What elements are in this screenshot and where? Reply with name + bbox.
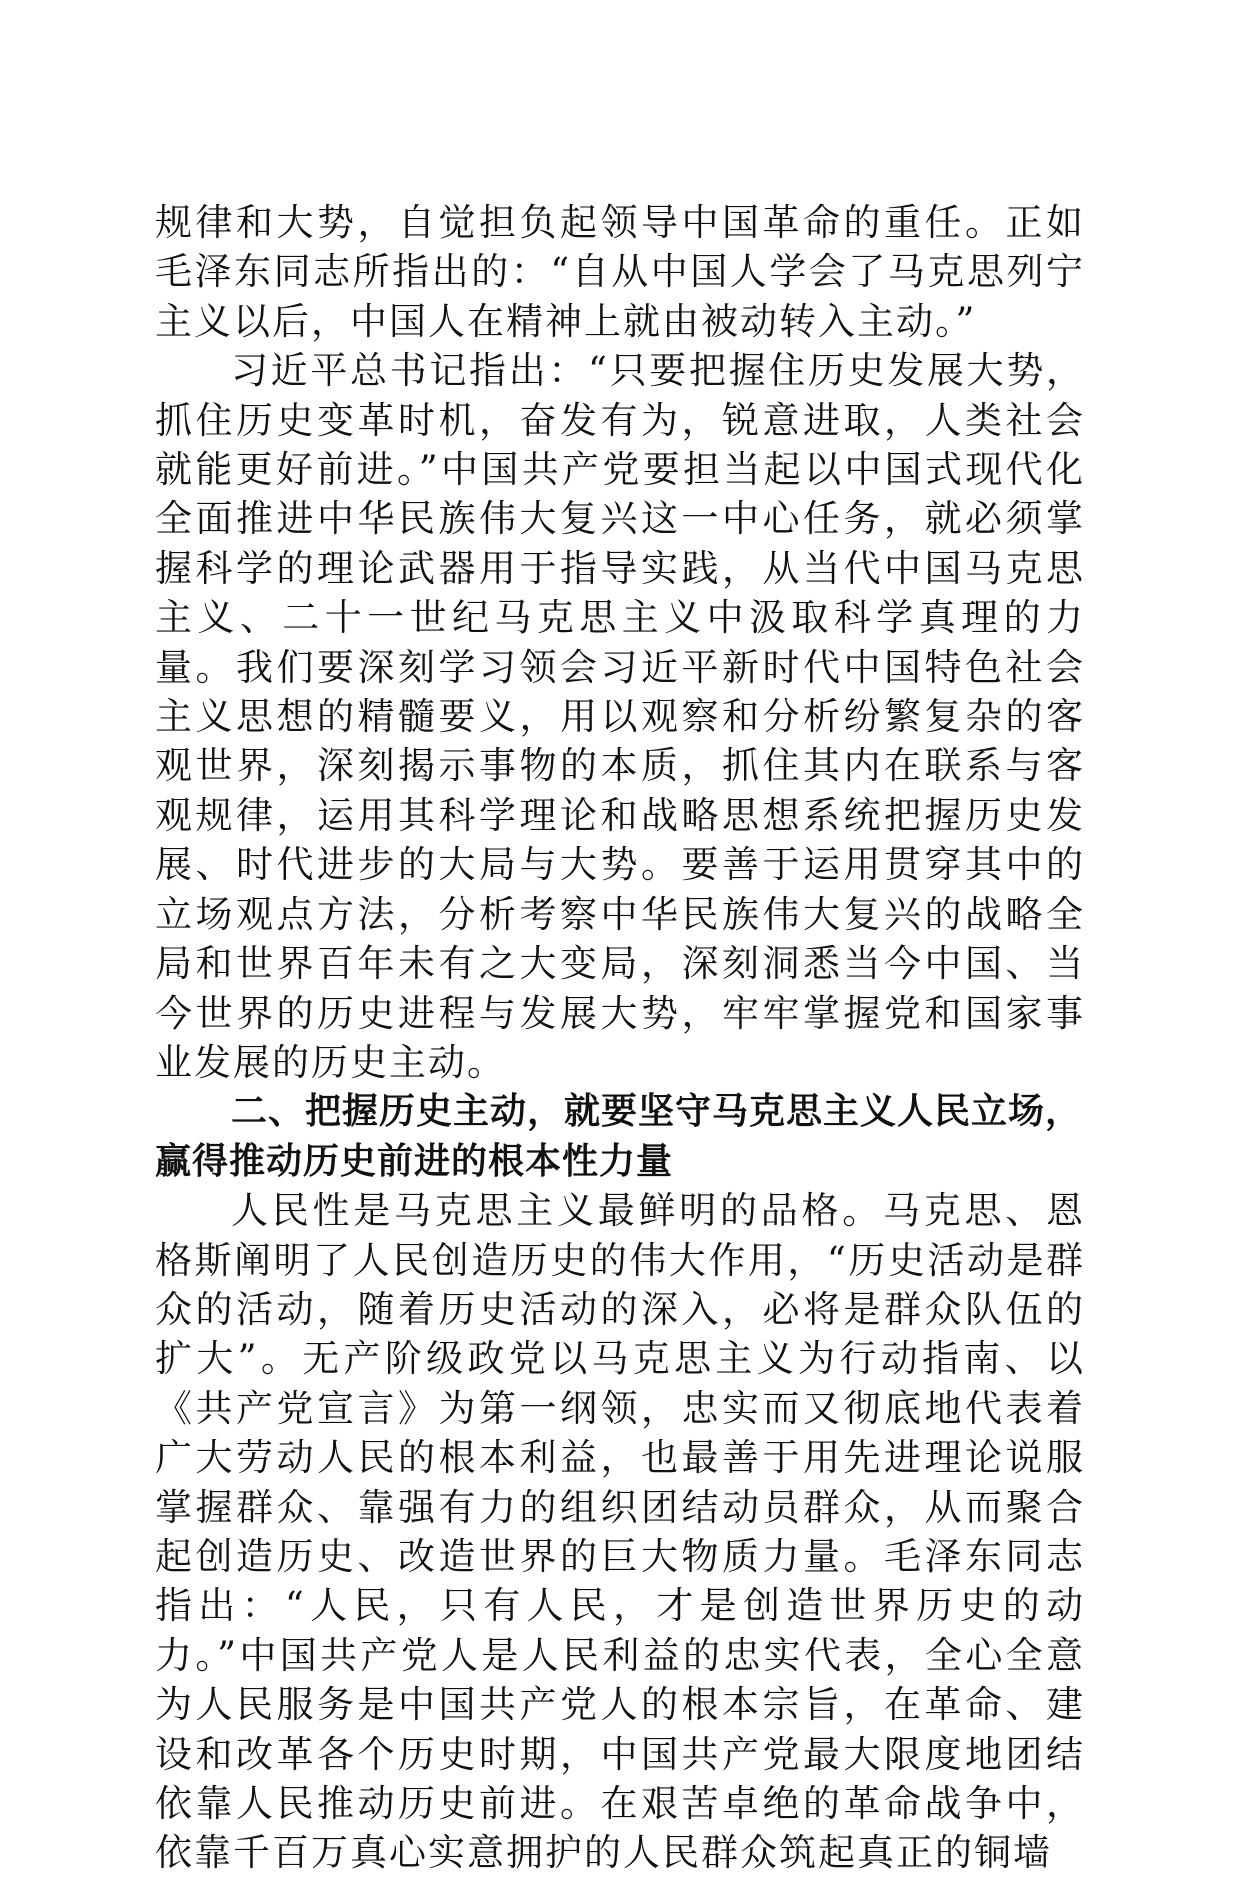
document-body — [155, 198, 1085, 1878]
paragraph-people-nature: 人民性是马克思主义最鲜明的品格。马克思、恩格斯阐明了人民创造历史的伟大作用，“历史活动是群众的活动，随着历史活动的深入，必将是群众队伍的扩大”。无产阶级政党以马克思主义为行动指南、以《共产党宣言》为第一纲领，忠实而又彻底地代表着广大劳动人民的根本利益，也最善于用先进理论说服掌握群众、靠强有力的组织团结动员群众，从而聚合起创造历史、改造世界的巨大物质力量。毛泽东同志指出：“人民，只有人民，才是创造世界历史的动力。”中国共产党人是人民利益的忠实代表，全心全意为人民服务是中国共产党人的根本宗旨，在革命、建设和改革各个历史时期，中国共产党最大限度地团结依靠人民推动历史前进。在艰苦卓绝的革命战争中，依靠千百万真心实意拥护的人民群众筑起真正的铜墙 — [155, 1189, 1085, 1875]
paragraph-continuation: 规律和大势，自觉担负起领导中国革命的重任。正如毛泽东同志所指出的：“自从中国人学会了马克思列宁主义以后，中国人在精神上就由被动转入主动。” — [155, 201, 1085, 343]
section-heading-two: 二、把握历史主动，就要坚守马克思主义人民立场，赢得推动历史前进的根本性力量 — [155, 1091, 1083, 1182]
paragraph-xi-quote: 习近平总书记指出：“只要把握住历史发展大势，抓住历史变革时机，奋发有为，锐意进取，人类社会就能更好前进。”中国共产党要担当起以中国式现代化全面推进中华民族伟大复兴这一中心任务，就必须掌握科学的理论武器用于指导实践，从当代中国马克思主义、二十一世纪马克思主义中汲取科学真理的力量。我们要深刻学习领会习近平新时代中国特色社会主义思想的精髓要义，用以观察和分析纷繁复杂的客观世界，深刻揭示事物的本质，抓住其内在联系与客观规律，运用其科学理论和战略思想系统把握历史发展、时代进步的大局与大势。要善于运用贯穿其中的立场观点方法，分析考察中华民族伟大复兴的战略全局和世界百年未有之大变局，深刻洞悉当今中国、当今世界的历史进程与发展大势，牢牢掌握党和国家事业发展的历史主动。 — [155, 349, 1085, 1084]
